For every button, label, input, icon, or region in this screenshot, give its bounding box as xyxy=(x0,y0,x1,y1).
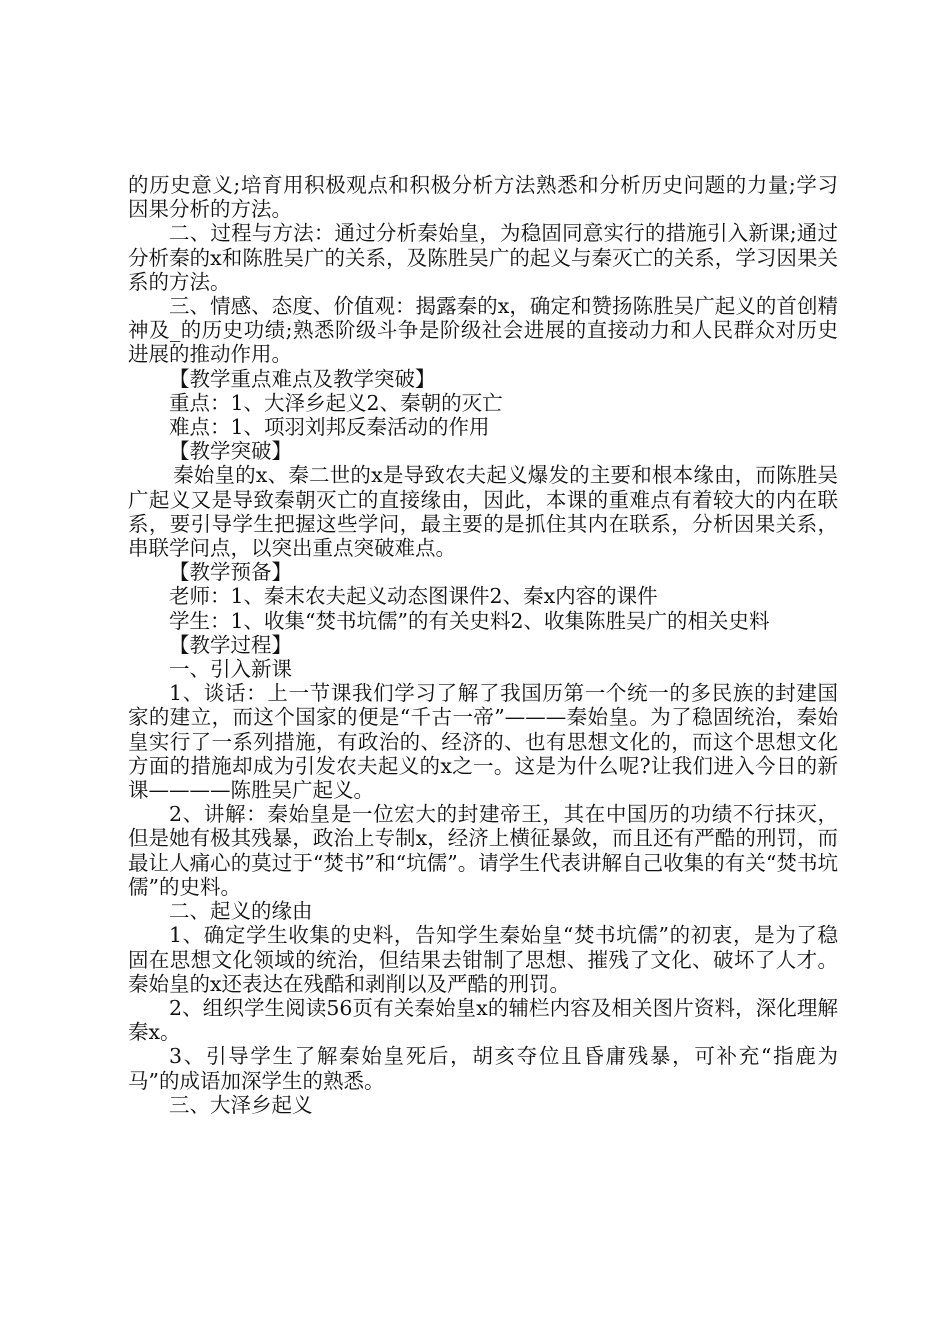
paragraph: 2、讲解：秦始皇是一位宏大的封建帝王，其在中国历的功绩不行抹灭，但是她有极其残暴，政治上专制x，经济上横征暴敛，而且还有严酷的刑罚，而最让人痛心的莫过于“焚书”和“坑儒”。请学生代表讲解自己收集的有关“焚书坑儒”的史料。 xyxy=(128,802,838,899)
paragraph: 2、组织学生阅读56页有关秦始皇x的辅栏内容及相关图片资料，深化理解秦x。 xyxy=(128,995,838,1045)
paragraph: 二、过程与方法：通过分析秦始皇，为稳固同意实行的措施引入新课;通过分析秦的x和陈胜吴广的关系，及陈胜吴广的起义与秦灭亡的关系，学习因果关系的方法。 xyxy=(128,221,838,294)
paragraph: 难点：1、项羽刘邦反秦活动的作用 xyxy=(169,415,490,440)
paragraph: 重点：1、大泽乡起义2、秦朝的灭亡 xyxy=(169,390,503,415)
document-body xyxy=(128,173,838,1117)
paragraph: 的历史意义;培育用积极观点和积极分析方法熟悉和分析历史问题的力量;学习因果分析的方法。 xyxy=(128,173,838,222)
subsection-heading: 二、起义的缘由 xyxy=(169,899,313,924)
paragraph: 秦始皇的x、秦二世的x是导致农夫起义爆发的主要和根本缘由，而陈胜吴广起义又是导致秦朝灭亡的直接缘由，因此，本课的重难点有着较大的内在联系，要引导学生把握这些学问，最主要的是抓住其内在联系，分析因果关系，串联学问点，以突出重点突破难点。 xyxy=(128,463,838,561)
paragraph: 1、谈话：上一节课我们学习了解了我国历第一个统一的多民族的封建国家的建立，而这个国家的便是“千古一帝”———秦始皇。为了稳固统治，秦始皇实行了一系列措施，有政治的、经济的、也有思想文化的，而这个思想文化方面的措施却成为引发农夫起义的x之一。这是为什么呢?让我们进入今日的新课————陈胜吴广起义。 xyxy=(128,681,838,803)
paragraph: 学生：1、收集“焚书坑儒”的有关史料2、收集陈胜吴广的相关史料 xyxy=(169,608,770,633)
section-heading: 【教学过程】 xyxy=(169,632,292,657)
subsection-heading: 三、大泽乡起义 xyxy=(169,1092,313,1117)
paragraph: 三、情感、态度、价值观：揭露秦的x，确定和赞扬陈胜吴广起义的首创精神及_的历史功绩;熟悉阶级斗争是阶级社会进展的直接动力和人民群众对历史进展的推动作用。 xyxy=(128,294,838,367)
paragraph: 1、确定学生收集的史料，告知学生秦始皇“焚书坑儒”的初衷，是为了稳固在思想文化领域的统治，但结果去钳制了思想、摧残了文化、破坏了人才。秦始皇的x还表达在残酷和剥削以及严酷的刑罚。 xyxy=(128,923,838,996)
paragraph: 老师：1、秦末农夫起义动态图课件2、秦x内容的课件 xyxy=(169,584,658,609)
section-heading: 【教学重点难点及教学突破】 xyxy=(169,366,436,391)
section-heading: 【教学突破】 xyxy=(169,439,292,464)
subsection-heading: 一、引入新课 xyxy=(169,657,292,682)
paragraph: 3、引导学生了解秦始皇死后，胡亥夺位且昏庸残暴，可补充“指鹿为马”的成语加深学生的熟悉。 xyxy=(128,1044,838,1093)
section-heading: 【教学预备】 xyxy=(169,560,292,585)
